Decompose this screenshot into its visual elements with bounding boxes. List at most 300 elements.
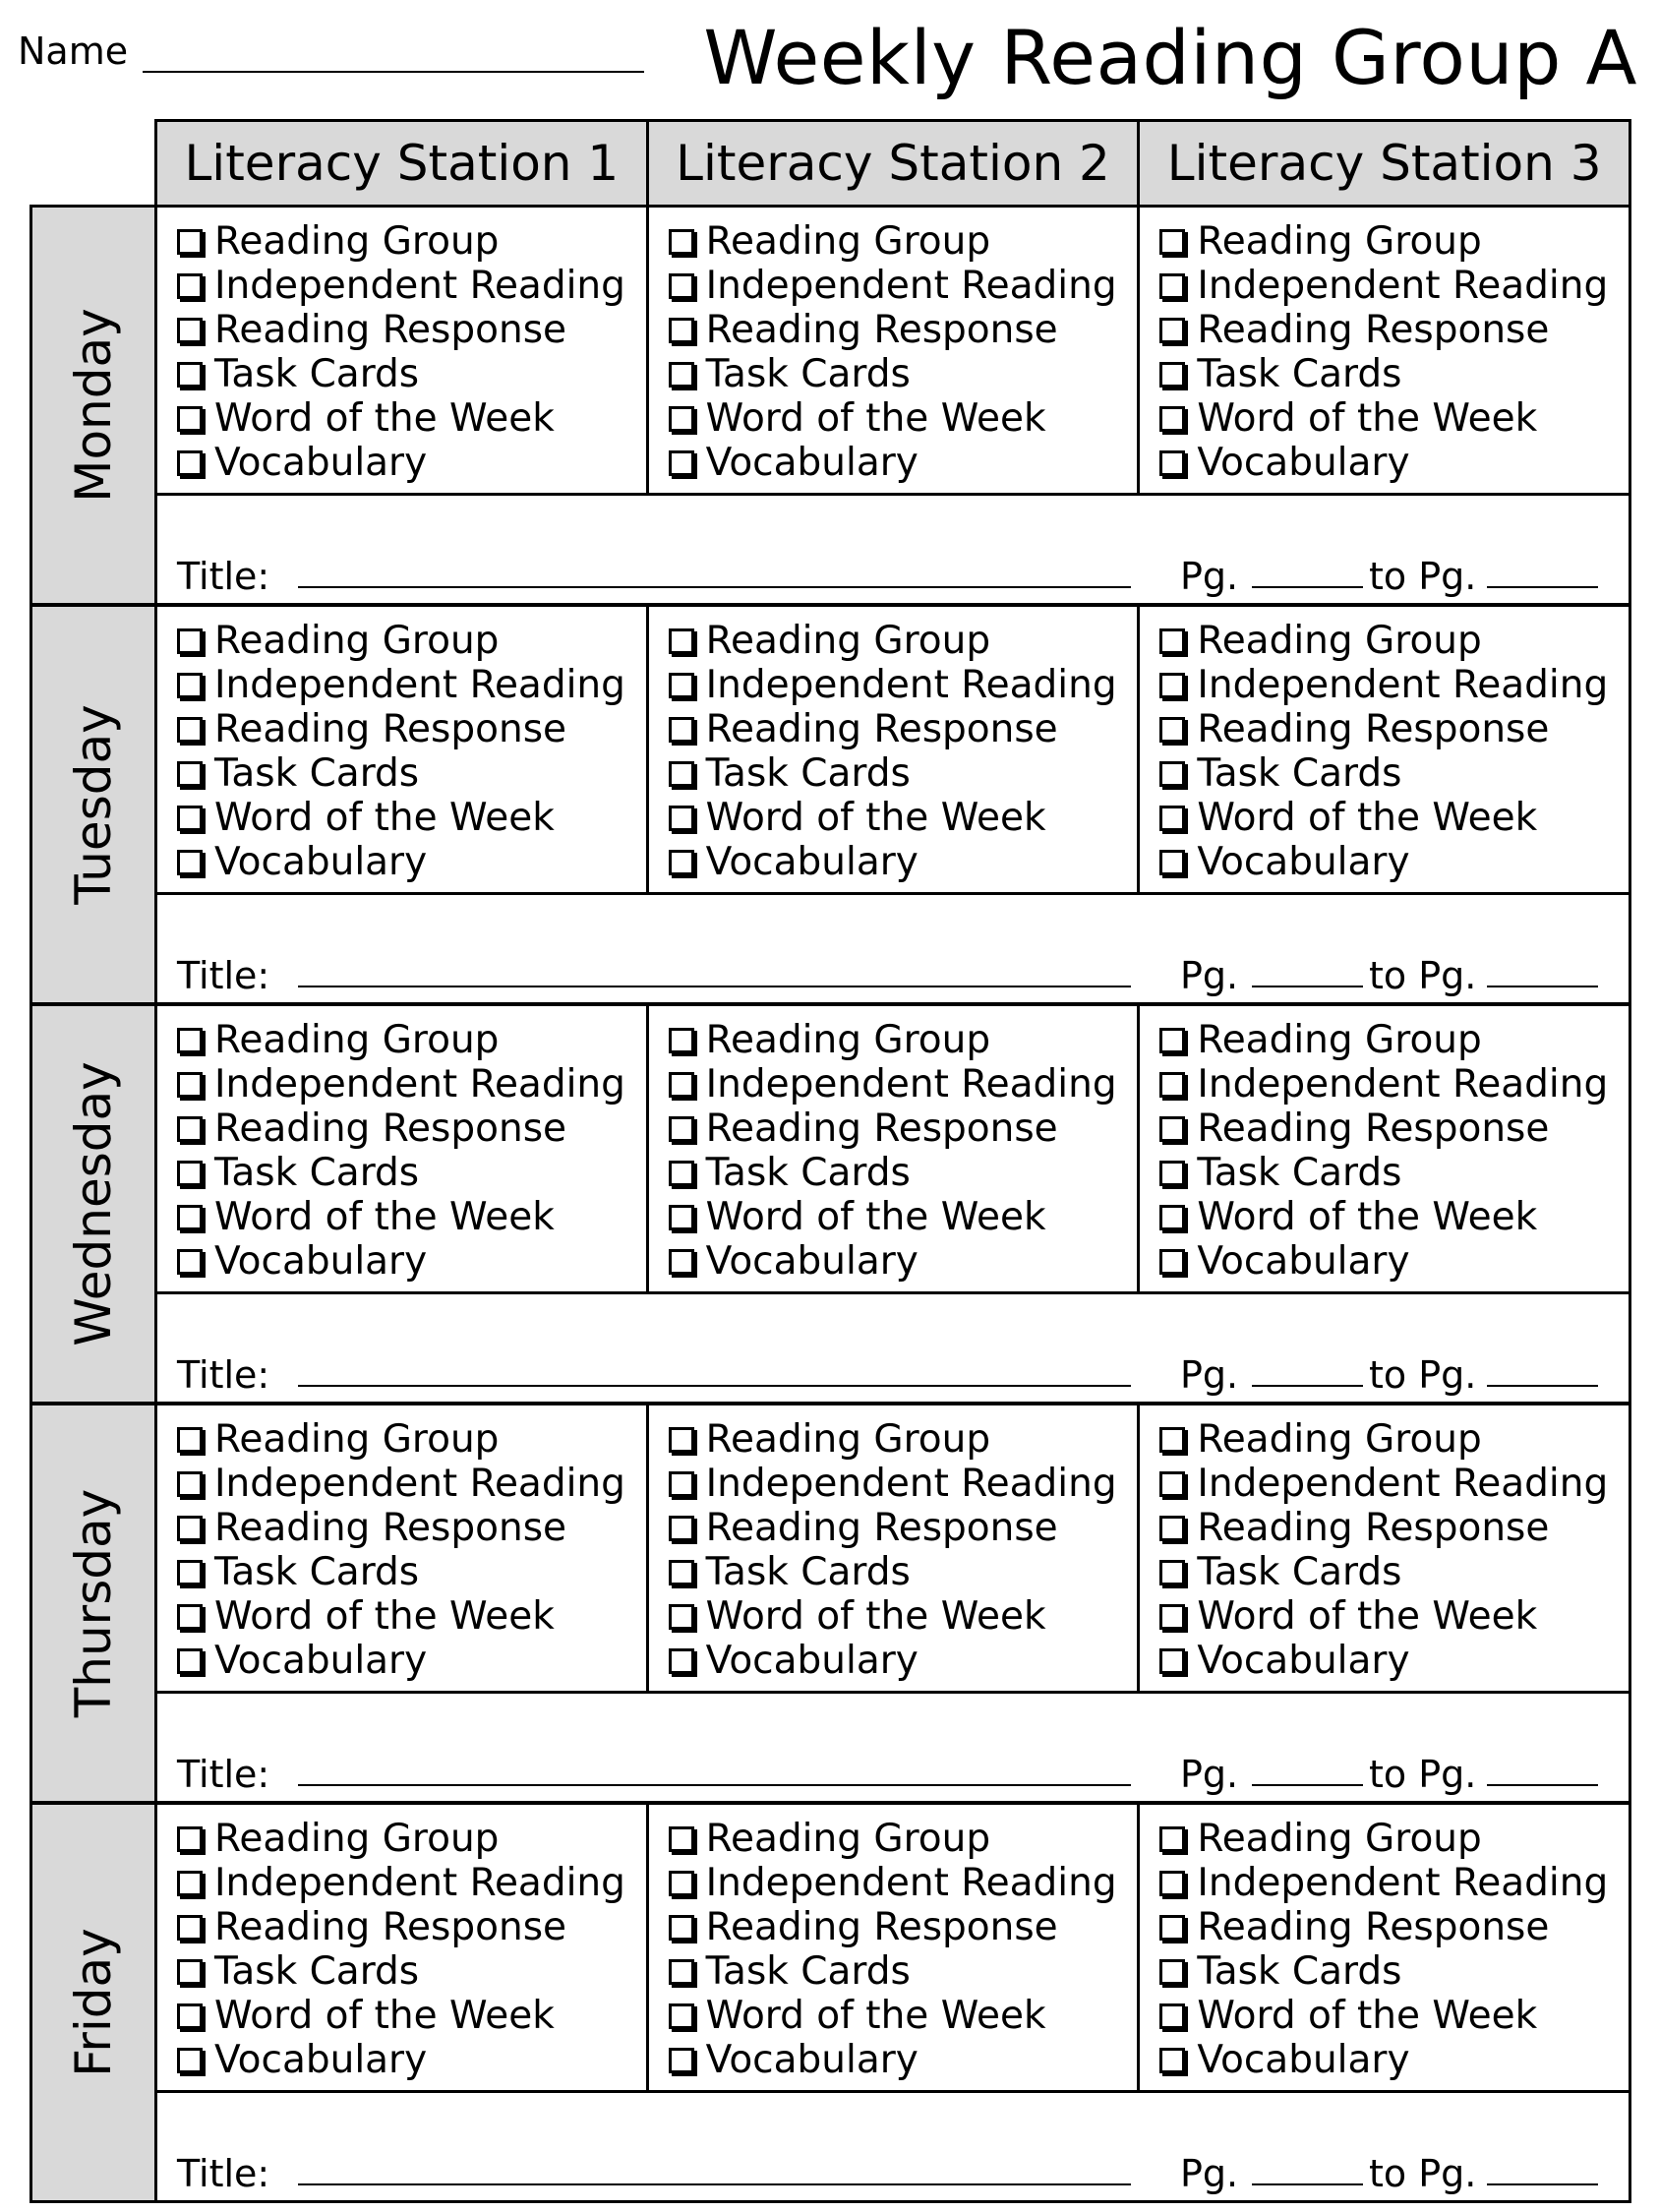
activity-option[interactable] [177,1239,646,1284]
activity-option[interactable] [177,1949,646,1994]
activity-option[interactable] [669,1151,1138,1195]
activity-option[interactable] [177,219,646,264]
activity-option[interactable] [669,1062,1138,1106]
activity-label: Reading Group [1197,619,1482,663]
title-label: Title: [177,1753,270,1796]
activity-option[interactable] [177,264,646,308]
page-to-field[interactable] [1487,1385,1598,1387]
checkbox[interactable] [177,761,203,787]
checkbox[interactable] [669,229,694,255]
checkbox[interactable] [177,1028,203,1053]
station-checklist [646,1006,1138,1291]
station-row [157,1405,1629,1694]
activity-label: Word of the Week [1197,796,1538,840]
activity-label: Task Cards [1197,1949,1402,1994]
checkbox[interactable] [669,450,694,476]
checkbox[interactable] [1159,362,1185,388]
activity-option[interactable] [1159,1905,1629,1949]
checkbox[interactable] [177,1604,203,1630]
checkbox[interactable] [669,673,694,698]
activity-label: Independent Reading [705,1861,1117,1905]
activity-label: Independent Reading [214,264,625,308]
station-checklist [157,208,646,493]
checkbox[interactable] [1159,1205,1185,1230]
day-label-cell [32,1405,157,1801]
activity-label: Independent Reading [705,1462,1117,1506]
checkbox[interactable] [1159,673,1185,698]
checkbox[interactable] [177,1826,203,1852]
activity-option[interactable] [1159,1506,1629,1550]
activity-option[interactable] [177,1462,646,1506]
checkbox[interactable] [1159,318,1185,343]
station-checklist [1137,208,1629,493]
checkbox[interactable] [669,318,694,343]
station-row [157,208,1629,496]
activity-option[interactable] [669,219,1138,264]
activity-label: Independent Reading [705,264,1117,308]
station-checklist [1137,1006,1629,1291]
activity-label: Word of the Week [705,1594,1046,1639]
activity-label: Vocabulary [214,1239,428,1284]
activity-option[interactable] [177,441,646,485]
checkbox[interactable] [669,1205,694,1230]
activity-label: Word of the Week [214,796,555,840]
activity-label: Reading Response [705,1106,1058,1151]
title-field[interactable] [298,1784,1131,1786]
checkbox[interactable] [669,1072,694,1098]
checkbox[interactable] [669,717,694,743]
checkbox[interactable] [177,1959,203,1985]
checkbox[interactable] [177,1249,203,1275]
page-to-field[interactable] [1487,586,1598,588]
station-checklist [157,1006,646,1291]
activity-label: Reading Response [1197,1506,1550,1550]
checkbox[interactable] [669,850,694,875]
activity-option[interactable] [177,396,646,441]
activity-label: Reading Response [1197,308,1550,352]
checkbox[interactable] [177,318,203,343]
activity-option[interactable] [177,1106,646,1151]
activity-label: Word of the Week [1197,396,1538,441]
activity-option[interactable] [177,619,646,663]
checkbox[interactable] [177,1116,203,1142]
day-label: Monday [65,308,122,503]
activity-label: Vocabulary [214,840,428,884]
checkbox[interactable] [1159,1161,1185,1186]
activity-option[interactable] [669,1506,1138,1550]
activity-option[interactable] [669,840,1138,884]
day-label: Friday [65,1928,122,2077]
title-label: Title: [177,954,270,997]
activity-option[interactable] [669,1018,1138,1062]
checkbox[interactable] [1159,1648,1185,1674]
page-from-field[interactable] [1252,986,1363,987]
checkbox[interactable] [1159,1560,1185,1585]
activity-option[interactable] [1159,1195,1629,1239]
day-block [30,1003,1631,1405]
day-label-cell [32,1006,157,1402]
activity-option[interactable] [177,352,646,396]
checkbox[interactable] [669,1871,694,1896]
activity-option[interactable] [177,1506,646,1550]
activity-option[interactable] [177,1905,646,1949]
activity-option[interactable] [1159,1994,1629,2038]
activity-option[interactable] [669,396,1138,441]
checkbox[interactable] [1159,229,1185,255]
title-row [157,1294,1629,1405]
checkbox[interactable] [669,362,694,388]
checkbox[interactable] [1159,1072,1185,1098]
activity-label: Reading Group [214,1018,500,1062]
checkbox[interactable] [177,273,203,299]
page-to-label: to Pg. [1369,1353,1477,1397]
station-checklist [646,607,1138,892]
checkbox[interactable] [1159,450,1185,476]
activity-option[interactable] [1159,619,1629,663]
page-to-label: to Pg. [1369,2152,1477,2195]
activity-label: Task Cards [214,751,420,796]
page-from-field[interactable] [1252,1385,1363,1387]
station-header: Literacy Station 2 [646,122,1138,205]
activity-option[interactable] [1159,1594,1629,1639]
checkbox[interactable] [1159,273,1185,299]
checkbox[interactable] [177,1560,203,1585]
activity-label: Reading Response [214,1106,567,1151]
title-field[interactable] [298,2183,1131,2185]
activity-option[interactable] [1159,1106,1629,1151]
activity-label: Vocabulary [705,441,918,485]
checkbox[interactable] [177,229,203,255]
activity-option[interactable] [669,264,1138,308]
station-checklist [157,1405,646,1691]
activity-label: Independent Reading [1197,1462,1609,1506]
activity-option[interactable] [1159,1861,1629,1905]
activity-option[interactable] [669,1639,1138,1683]
activity-option[interactable] [177,663,646,707]
activity-option[interactable] [1159,308,1629,352]
checkbox[interactable] [177,1427,203,1453]
day-label-cell [32,208,157,603]
activity-label: Word of the Week [705,396,1046,441]
activity-label: Word of the Week [705,1195,1046,1239]
checkbox[interactable] [669,806,694,831]
checkbox[interactable] [1159,1427,1185,1453]
activity-option[interactable] [1159,663,1629,707]
checkbox[interactable] [669,1471,694,1497]
title-label: Title: [177,1353,270,1397]
activity-option[interactable] [177,1861,646,1905]
checkbox[interactable] [177,2003,203,2029]
checkbox[interactable] [1159,1915,1185,1941]
station-checklist [157,607,646,892]
activity-option[interactable] [1159,441,1629,485]
activity-option[interactable] [177,1417,646,1462]
activity-label: Task Cards [1197,1151,1402,1195]
activity-option[interactable] [1159,264,1629,308]
page-to-field[interactable] [1487,986,1598,987]
checkbox[interactable] [1159,1604,1185,1630]
checkbox[interactable] [177,806,203,831]
checkbox[interactable] [669,2003,694,2029]
activity-label: Independent Reading [1197,264,1609,308]
checkbox[interactable] [669,1915,694,1941]
activity-option[interactable] [1159,1018,1629,1062]
activity-label: Reading Group [1197,1817,1482,1861]
activity-label: Task Cards [214,1550,420,1594]
activity-label: Vocabulary [214,2038,428,2082]
activity-option[interactable] [177,840,646,884]
title-field[interactable] [298,1385,1131,1387]
checkbox[interactable] [669,1516,694,1541]
activity-label: Vocabulary [1197,1639,1410,1683]
station-checklist [646,1805,1138,2090]
activity-label: Reading Group [1197,1018,1482,1062]
activity-label: Vocabulary [1197,1239,1410,1284]
activity-label: Task Cards [705,1550,911,1594]
checkbox[interactable] [669,1959,694,1985]
checkbox[interactable] [1159,850,1185,875]
activity-label: Reading Group [214,619,500,663]
activity-option[interactable] [669,1106,1138,1151]
activity-option[interactable] [1159,219,1629,264]
activity-label: Vocabulary [1197,2038,1410,2082]
activity-label: Reading Response [1197,1905,1550,1949]
activity-label: Word of the Week [1197,1594,1538,1639]
checkbox[interactable] [177,2048,203,2073]
activity-option[interactable] [1159,2038,1629,2082]
title-field[interactable] [298,986,1131,987]
checkbox[interactable] [1159,1116,1185,1142]
station-header: Literacy Station 1 [157,122,646,205]
activity-option[interactable] [669,1817,1138,1861]
activity-option[interactable] [1159,1462,1629,1506]
activity-label: Word of the Week [705,796,1046,840]
activity-label: Word of the Week [1197,1994,1538,2038]
activity-option[interactable] [1159,1239,1629,1284]
activity-option[interactable] [669,1905,1138,1949]
day-label-cell [32,607,157,1002]
activity-option[interactable] [1159,396,1629,441]
checkbox[interactable] [669,1826,694,1852]
activity-option[interactable] [669,1239,1138,1284]
page-from-label: Pg. [1180,555,1239,598]
name-field[interactable] [143,71,644,73]
station-checklist [1137,607,1629,892]
checkbox[interactable] [669,1028,694,1053]
activity-label: Task Cards [214,1949,420,1994]
checkbox[interactable] [177,1072,203,1098]
checkbox[interactable] [177,362,203,388]
activity-option[interactable] [177,1594,646,1639]
activity-label: Reading Group [214,219,500,264]
title-row [157,2093,1629,2203]
title-field[interactable] [298,586,1131,588]
page-from-field[interactable] [1252,2183,1363,2185]
checkbox[interactable] [177,406,203,432]
activity-option[interactable] [177,1018,646,1062]
checkbox[interactable] [177,450,203,476]
page-from-label: Pg. [1180,954,1239,997]
activity-option[interactable] [669,619,1138,663]
activity-label: Word of the Week [1197,1195,1538,1239]
activity-label: Task Cards [214,352,420,396]
checkbox[interactable] [669,1604,694,1630]
day-label: Wednesday [65,1061,122,1346]
checkbox[interactable] [669,273,694,299]
activity-option[interactable] [669,1462,1138,1506]
activity-option[interactable] [177,2038,646,2082]
activity-option[interactable] [1159,840,1629,884]
day-block [30,604,1631,1005]
activity-option[interactable] [669,2038,1138,2082]
activity-option[interactable] [1159,1817,1629,1861]
checkbox[interactable] [1159,1249,1185,1275]
activity-label: Task Cards [705,1949,911,1994]
activity-label: Vocabulary [705,2038,918,2082]
station-row [157,1006,1629,1294]
activity-option[interactable] [177,1994,646,2038]
checkbox[interactable] [177,628,203,654]
activity-label: Reading Response [214,707,567,751]
checkbox[interactable] [1159,1516,1185,1541]
activity-label: Vocabulary [1197,441,1410,485]
activity-option[interactable] [669,663,1138,707]
activity-option[interactable] [669,1949,1138,1994]
activity-option[interactable] [177,1639,646,1683]
activity-label: Task Cards [705,1151,911,1195]
page-to-field[interactable] [1487,2183,1598,2185]
activity-option[interactable] [669,796,1138,840]
station-checklist [157,1805,646,2090]
checkbox[interactable] [669,1161,694,1186]
checkbox[interactable] [177,1205,203,1230]
page-to-field[interactable] [1487,1784,1598,1786]
activity-label: Independent Reading [214,1062,625,1106]
activity-label: Independent Reading [1197,1062,1609,1106]
checkbox[interactable] [1159,2003,1185,2029]
activity-label: Reading Group [214,1817,500,1861]
activity-option[interactable] [177,1195,646,1239]
checkbox[interactable] [177,1871,203,1896]
activity-option[interactable] [669,1594,1138,1639]
activity-option[interactable] [1159,1949,1629,1994]
checkbox[interactable] [669,1427,694,1453]
activity-option[interactable] [177,796,646,840]
checkbox[interactable] [1159,1959,1185,1985]
checkbox[interactable] [1159,1826,1185,1852]
checkbox[interactable] [669,761,694,787]
checkbox[interactable] [177,1516,203,1541]
activity-label: Independent Reading [1197,663,1609,707]
page-from-field[interactable] [1252,586,1363,588]
checkbox[interactable] [177,1471,203,1497]
activity-option[interactable] [177,1062,646,1106]
activity-option[interactable] [177,751,646,796]
page-from-label: Pg. [1180,2152,1239,2195]
activity-option[interactable] [177,1151,646,1195]
checkbox[interactable] [177,717,203,743]
activity-label: Independent Reading [1197,1861,1609,1905]
title-row [157,496,1629,606]
activity-label: Vocabulary [705,1639,918,1683]
checkbox[interactable] [177,1648,203,1674]
activity-label: Task Cards [705,352,911,396]
activity-label: Independent Reading [214,663,625,707]
activity-label: Word of the Week [214,1994,555,2038]
title-label: Title: [177,2152,270,2195]
checkbox[interactable] [669,1249,694,1275]
checkbox[interactable] [177,1915,203,1941]
activity-label: Reading Response [705,1506,1058,1550]
checkbox[interactable] [669,628,694,654]
checkbox[interactable] [1159,717,1185,743]
checkbox[interactable] [1159,628,1185,654]
activity-option[interactable] [1159,751,1629,796]
activity-label: Vocabulary [1197,840,1410,884]
activity-option[interactable] [1159,1151,1629,1195]
activity-label: Independent Reading [705,1062,1117,1106]
page-to-label: to Pg. [1369,555,1477,598]
checkbox[interactable] [1159,761,1185,787]
checkbox[interactable] [669,406,694,432]
activity-option[interactable] [669,1417,1138,1462]
checkbox[interactable] [1159,1871,1185,1896]
title-row [157,895,1629,1005]
activity-option[interactable] [1159,796,1629,840]
activity-option[interactable] [669,1994,1138,2038]
checkbox[interactable] [1159,2048,1185,2073]
checkbox[interactable] [1159,1028,1185,1053]
checkbox[interactable] [177,1161,203,1186]
day-label: Thursday [65,1488,122,1718]
checkbox[interactable] [669,1648,694,1674]
activity-option[interactable] [669,707,1138,751]
page-from-field[interactable] [1252,1784,1363,1786]
activity-option[interactable] [1159,1550,1629,1594]
activity-option[interactable] [669,1195,1138,1239]
activity-option[interactable] [177,308,646,352]
checkbox[interactable] [1159,806,1185,831]
station-row [157,1805,1629,2093]
checkbox[interactable] [669,2048,694,2073]
activity-option[interactable] [669,352,1138,396]
activity-option[interactable] [177,1550,646,1594]
page-to-label: to Pg. [1369,1753,1477,1796]
checkbox[interactable] [177,673,203,698]
activity-label: Vocabulary [214,1639,428,1683]
activity-option[interactable] [1159,707,1629,751]
activity-option[interactable] [177,1817,646,1861]
checkbox[interactable] [669,1560,694,1585]
activity-option[interactable] [1159,1639,1629,1683]
activity-option[interactable] [1159,1417,1629,1462]
activity-option[interactable] [669,1861,1138,1905]
checkbox[interactable] [1159,1471,1185,1497]
activity-option[interactable] [669,1550,1138,1594]
activity-label: Reading Group [705,1417,991,1462]
activity-label: Reading Group [1197,1417,1482,1462]
activity-option[interactable] [669,751,1138,796]
checkbox[interactable] [669,1116,694,1142]
station-checklist [1137,1405,1629,1691]
activity-option[interactable] [1159,352,1629,396]
activity-option[interactable] [1159,1062,1629,1106]
activity-option[interactable] [669,441,1138,485]
activity-option[interactable] [177,707,646,751]
checkbox[interactable] [177,850,203,875]
checkbox[interactable] [1159,406,1185,432]
activity-option[interactable] [669,308,1138,352]
